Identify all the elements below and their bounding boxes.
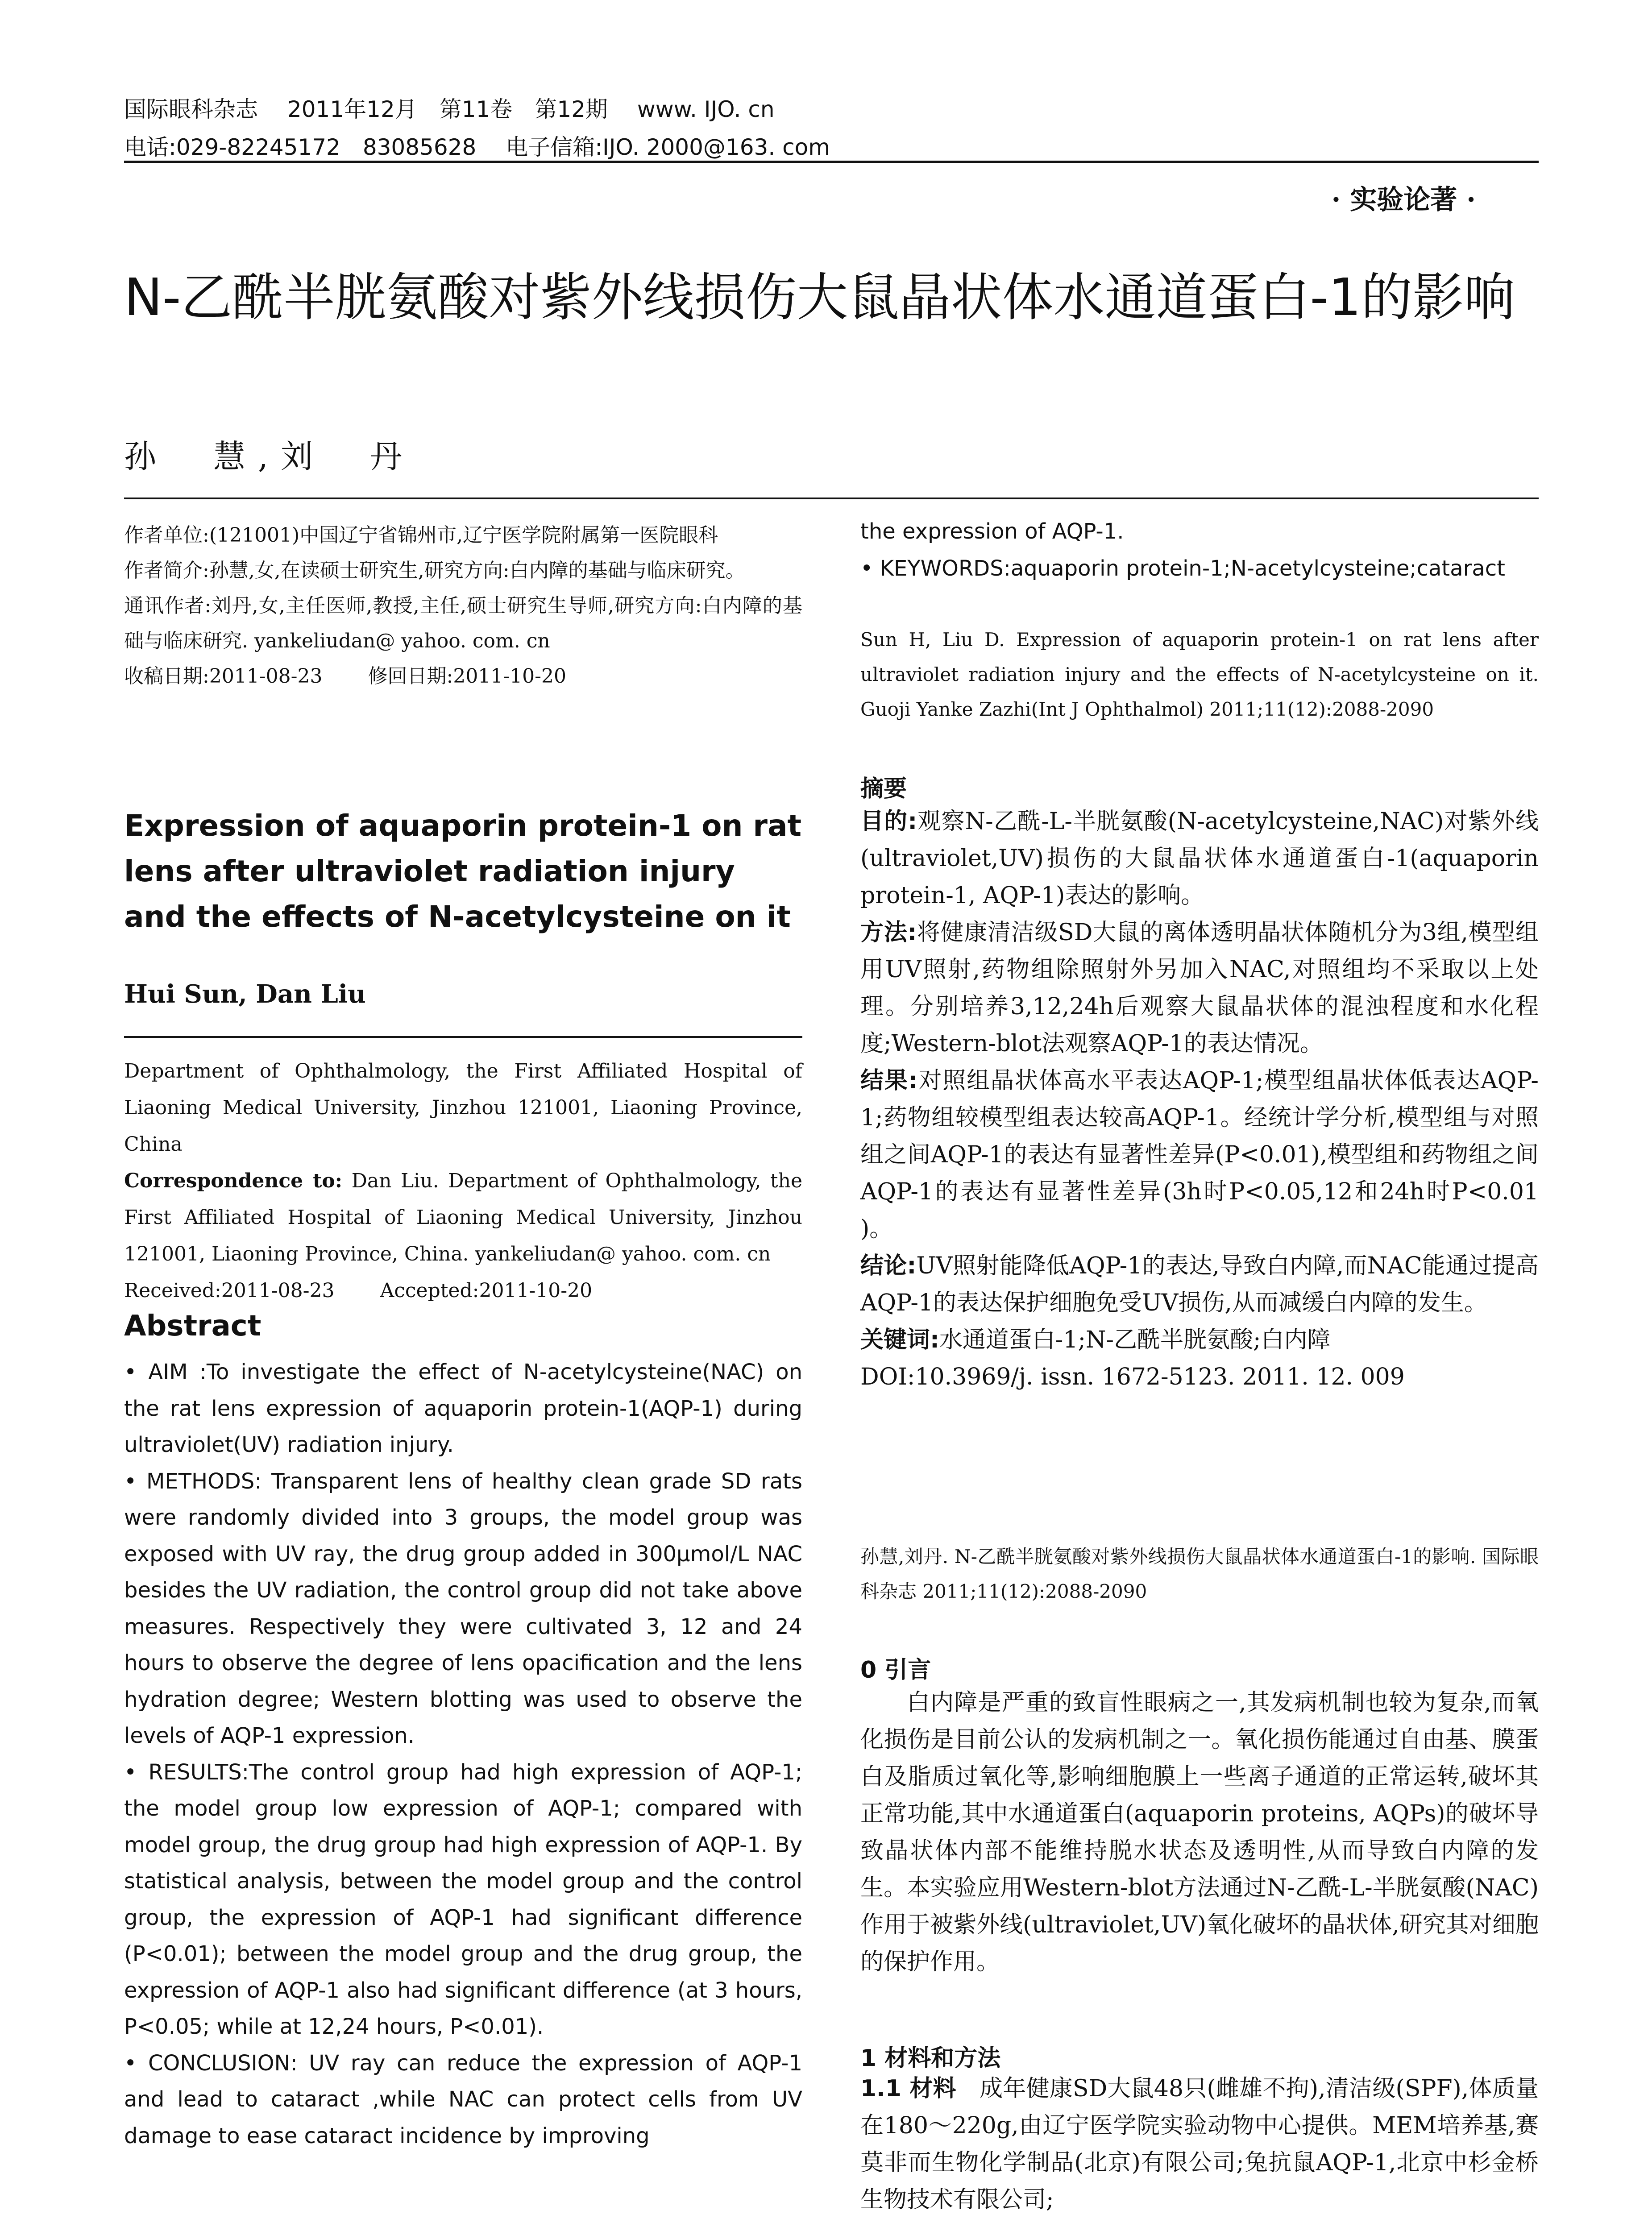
citation-en: Sun H, Liu D. Expression of aquaporin protein-1 on rat lens after ultraviolet radiation injury and the effects of N-acetylcysteine on it. Guoji Yanke Zazhi(Int J Ophthalmol) 2011;11(12):2088-2090 <box>860 629 1539 720</box>
citation-zh-block <box>860 1539 1539 1609</box>
abstract-body-left <box>124 1354 802 2154</box>
materials-paragraph <box>860 2070 1539 2219</box>
abstract-conclusion-left: • CONCLUSION: UV ray can reduce the expression of AQP-1 and lead to cataract ,while NAC can protect cells from UV damage to ease cataract incidence by improving <box>124 2050 802 2148</box>
authors-en: Hui Sun, Dan Liu <box>124 979 366 1009</box>
materials-methods-heading: 1 材料和方法 <box>860 2045 1001 2072</box>
intro-heading: 0 引言 <box>860 1657 931 1684</box>
author-affiliation-zh: 作者单位:(121001)中国辽宁省锦州市,辽宁医学院附属第一医院眼科 <box>124 524 718 547</box>
intro-body <box>860 1684 1539 1981</box>
keywords-text: 水通道蛋白-1;N-乙酰半胱氨酸;白内障 <box>939 1327 1331 1353</box>
abstract-zh-methods <box>860 914 1539 1062</box>
correspondence-en <box>124 1163 802 1273</box>
authors-divider <box>124 1036 802 1038</box>
abstract-conclusion-right: the expression of AQP-1. <box>860 519 1124 544</box>
header-divider <box>124 161 1539 163</box>
authors-zh: 孙 慧,刘 丹 <box>124 438 415 475</box>
conclusion-label: 结论: <box>860 1252 917 1279</box>
abstract-results: • RESULTS:The control group had high expression of AQP-1; the model group low expression of AQP-1; compared with model group, the drug group had high expression of AQP-1. By statistical analysis, between the model group and the control group, the expression of AQP-1 had significant difference (P<0.01); between the model group and the drug group, the expression of AQP-1 also had significant difference (at 3 hours, P<0.05; while at 12,24 hours, P<0.01). <box>124 1759 802 2039</box>
intro-paragraph: 白内障是严重的致盲性眼病之一,其发病机制也较为复杂,而氧化损伤是目前公认的发病机制之一。氧化损伤能通过自由基、膜蛋白及脂质过氧化等,影响细胞膜上一些离子通道的正常运转,破坏其正常功能,其中水通道蛋白(aquaporin proteins, AQPs)的破坏导致晶状体内部不能维持脱水状态及透明性,从而导致白内障的发生。本实验应用Western-blot方法通过N-乙酰-L-半胱氨酸(NAC)作用于被紫外线(ultraviolet,UV)氧化破坏的晶状体,研究其对细胞的保护作用。 <box>860 1689 1539 1975</box>
results-text: 对照组晶状体高水平表达AQP-1;模型组晶状体低表达AQP-1;药物组较模型组表达较高AQP-1。经统计学分析,模型组与对照组之间AQP-1的表达有显著性差异(P<0.01),模型组和药物组之间AQP-1的表达有显著性差异(3h时P<0.05,12和24h时P<0.01 )。 <box>860 1067 1539 1242</box>
abstract-zh-heading: 摘要 <box>860 775 907 802</box>
abstract-aim: • AIM :To investigate the effect of N-acetylcysteine(NAC) on the rat lens expression of aquaporin protein-1(AQP-1) during ultraviolet(UV) radiation injury. <box>124 1360 802 1457</box>
journal-header-line2: 电话:029-82245172 83085628 电子信箱:IJO. 2000@163. com <box>124 134 830 160</box>
materials-text: 成年健康SD大鼠48只(雌雄不拘),清洁级(SPF),体质量在180～220g,由辽宁医学院实验动物中心提供。MEM培养基,赛莫非而生物化学制品(北京)有限公司;兔抗鼠AQP-1,北京中杉金桥生物技术有限公司; <box>860 2075 1539 2213</box>
abstract-zh-aim <box>860 803 1539 914</box>
title-divider <box>124 498 1539 499</box>
author-bio-zh: 作者简介:孙慧,女,在读硕士研究生,研究方向:白内障的基础与临床研究。 <box>124 559 745 582</box>
abstract-heading: Abstract <box>124 1310 261 1343</box>
author-info-block <box>124 518 802 694</box>
department-block <box>124 1053 802 1309</box>
article-title-en: Expression of aquaporin protein-1 on rat lens after ultraviolet radiation injury and the effects of N-acetylcysteine on it <box>124 809 802 934</box>
journal-header-line1: 国际眼科杂志 2011年12月 第11卷 第12期 www. IJO. cn <box>124 96 775 122</box>
abstract-body-right <box>860 513 1539 587</box>
correspondence-text: Dan Liu. Department of Ophthalmology, the First Affiliated Hospital of Liaoning Medical University, Jinzhou 121001, Liaoning Province, China. yankeliudan@ yahoo. com. cn <box>124 1169 802 1265</box>
abstract-zh-conclusion <box>860 1248 1539 1322</box>
dates-en: Received:2011-08-23 Accepted:2011-10-20 <box>124 1279 593 1302</box>
abstract-zh-results <box>860 1062 1539 1248</box>
citation-zh: 孙慧,刘丹. N-乙酰半胱氨酸对紫外线损伤大鼠晶状体水通道蛋白-1的影响. 国际眼科杂志 2011;11(12):2088-2090 <box>860 1546 1539 1602</box>
doi: DOI:10.3969/j. issn. 1672-5123. 2011. 12. 009 <box>860 1364 1405 1390</box>
article-title-zh: N-乙酰半胱氨酸对紫外线损伤大鼠晶状体水通道蛋白-1的影响 <box>124 268 1515 328</box>
corresponding-author-zh: 通讯作者:刘丹,女,主任医师,教授,主任,硕士研究生导师,研究方向:白内障的基础与临床研究. yankeliudan@ yahoo. com. cn <box>124 594 802 652</box>
citation-en-block <box>860 622 1539 727</box>
abstract-zh-keywords <box>860 1322 1539 1359</box>
abstract-methods: • METHODS: Transparent lens of healthy clean grade SD rats were randomly divided into 3 groups, the model group was exposed with UV ray, the drug group added in 300μmol/L NAC besides the UV radiation, the control group did not take above measures. Respectively they were cultivated 3, 12 and 24 hours to observe the degree of lens opacification and the lens hydration degree; Western blotting was used to observe the levels of AQP-1 expression. <box>124 1468 802 1748</box>
materials-sublabel: 1.1 材料 <box>860 2075 956 2102</box>
correspondence-label: Correspondence to: <box>124 1169 342 1192</box>
abstract-keywords: • KEYWORDS:aquaporin protein-1;N-acetylcysteine;cataract <box>860 556 1505 581</box>
received-dates-zh: 收稿日期:2011-08-23 修回日期:2011-10-20 <box>124 665 567 688</box>
affiliation-en: Department of Ophthalmology, the First Affiliated Hospital of Liaoning Medical University, Jinzhou 121001, Liaoning Province, China <box>124 1060 802 1156</box>
abstract-zh-body <box>860 803 1539 1396</box>
conclusion-text: UV照射能降低AQP-1的表达,导致白内障,而NAC能通过提高AQP-1的表达保护细胞免受UV损伤,从而减缓白内障的发生。 <box>860 1252 1539 1316</box>
aim-text: 观察N-乙酰-L-半胱氨酸(N-acetylcysteine,NAC)对紫外线(ultraviolet,UV)损伤的大鼠晶状体水通道蛋白-1(aquaporin protein-1, AQP-1)表达的影响。 <box>860 808 1539 909</box>
methods-label: 方法: <box>860 919 917 946</box>
materials-body <box>860 2070 1539 2219</box>
keywords-label: 关键词: <box>860 1327 939 1353</box>
aim-label: 目的: <box>860 808 917 835</box>
section-tag: · 实验论著 · <box>1331 184 1476 216</box>
results-label: 结果: <box>860 1067 918 1094</box>
methods-text: 将健康清洁级SD大鼠的离体透明晶状体随机分为3组,模型组用UV照射,药物组除照射外另加入NAC,对照组均不采取以上处理。分别培养3,12,24h后观察大鼠晶状体的混浊程度和水化程度;Western-blot法观察AQP-1的表达情况。 <box>860 919 1539 1057</box>
